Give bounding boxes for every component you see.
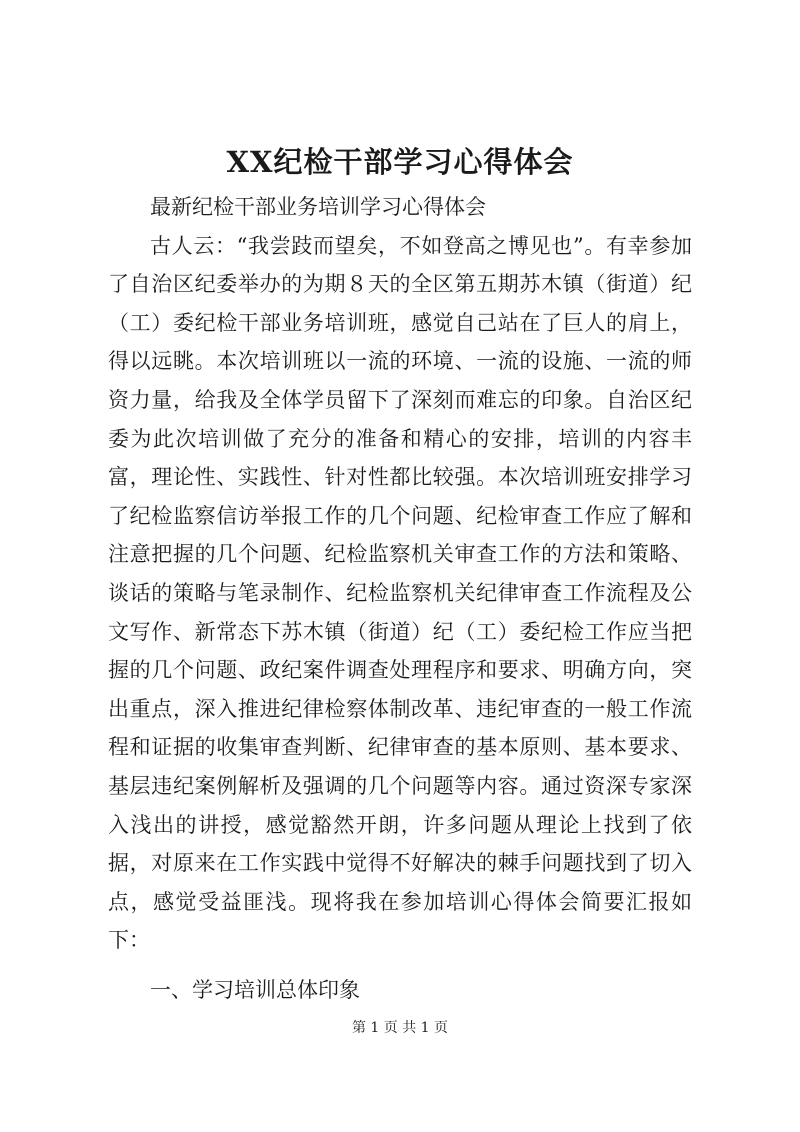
body-paragraph: 古人云：“我尝跂而望矣，不如登高之博见也”。有幸参加了自治区纪委举办的为期８天的全区第五期苏木镇（街道）纪（工）委纪检干部业务培训班，感觉自己站在了巨人的肩上，得以远眺。本次培训班以一流的环境、一流的设施、一流的师资力量，给我及全体学员留下了深刻而难忘的印象。自治区纪委为此次培训做了充分的准备和精心的安排，培训的内容丰富，理论性、实践性、针对性都比较强。本次培训班安排学习了纪检监察信访举报工作的几个问题、纪检审查工作应了解和注意把握的几个问题、纪检监察机关审查工作的方法和策略、谈话的策略与笔录制作、纪检监察机关纪律审查工作流程及公文写作、新常态下苏木镇（街道）纪（工）委纪检工作应当把握的几个问题、政纪案件调查处理程序和要求、明确方向，突出重点，深入推进纪律检察体制改革、违纪审查的一般工作流程和证据的收集审查判断、纪律审查的基本原则、基本要求、基层违纪案例解析及强调的几个问题等内容。通过资深专家深入浅出的讲授，感觉豁然开朗，许多问题从理论上找到了依据，对原来在工作实践中觉得不好解决的棘手问题找到了切入点，感觉受益匪浅。现将我在参加培训心得体会简要汇报如下： [108,233,692,953]
section-heading: 一、学习培训总体印象 [150,977,360,1002]
page-number-footer: 第 1 页 共 1 页 [351,1020,449,1036]
document-title: XX纪检干部学习心得体会 [226,145,574,179]
document-subtitle: 最新纪检干部业务培训学习心得体会 [150,195,486,219]
document-body [108,188,692,1009]
